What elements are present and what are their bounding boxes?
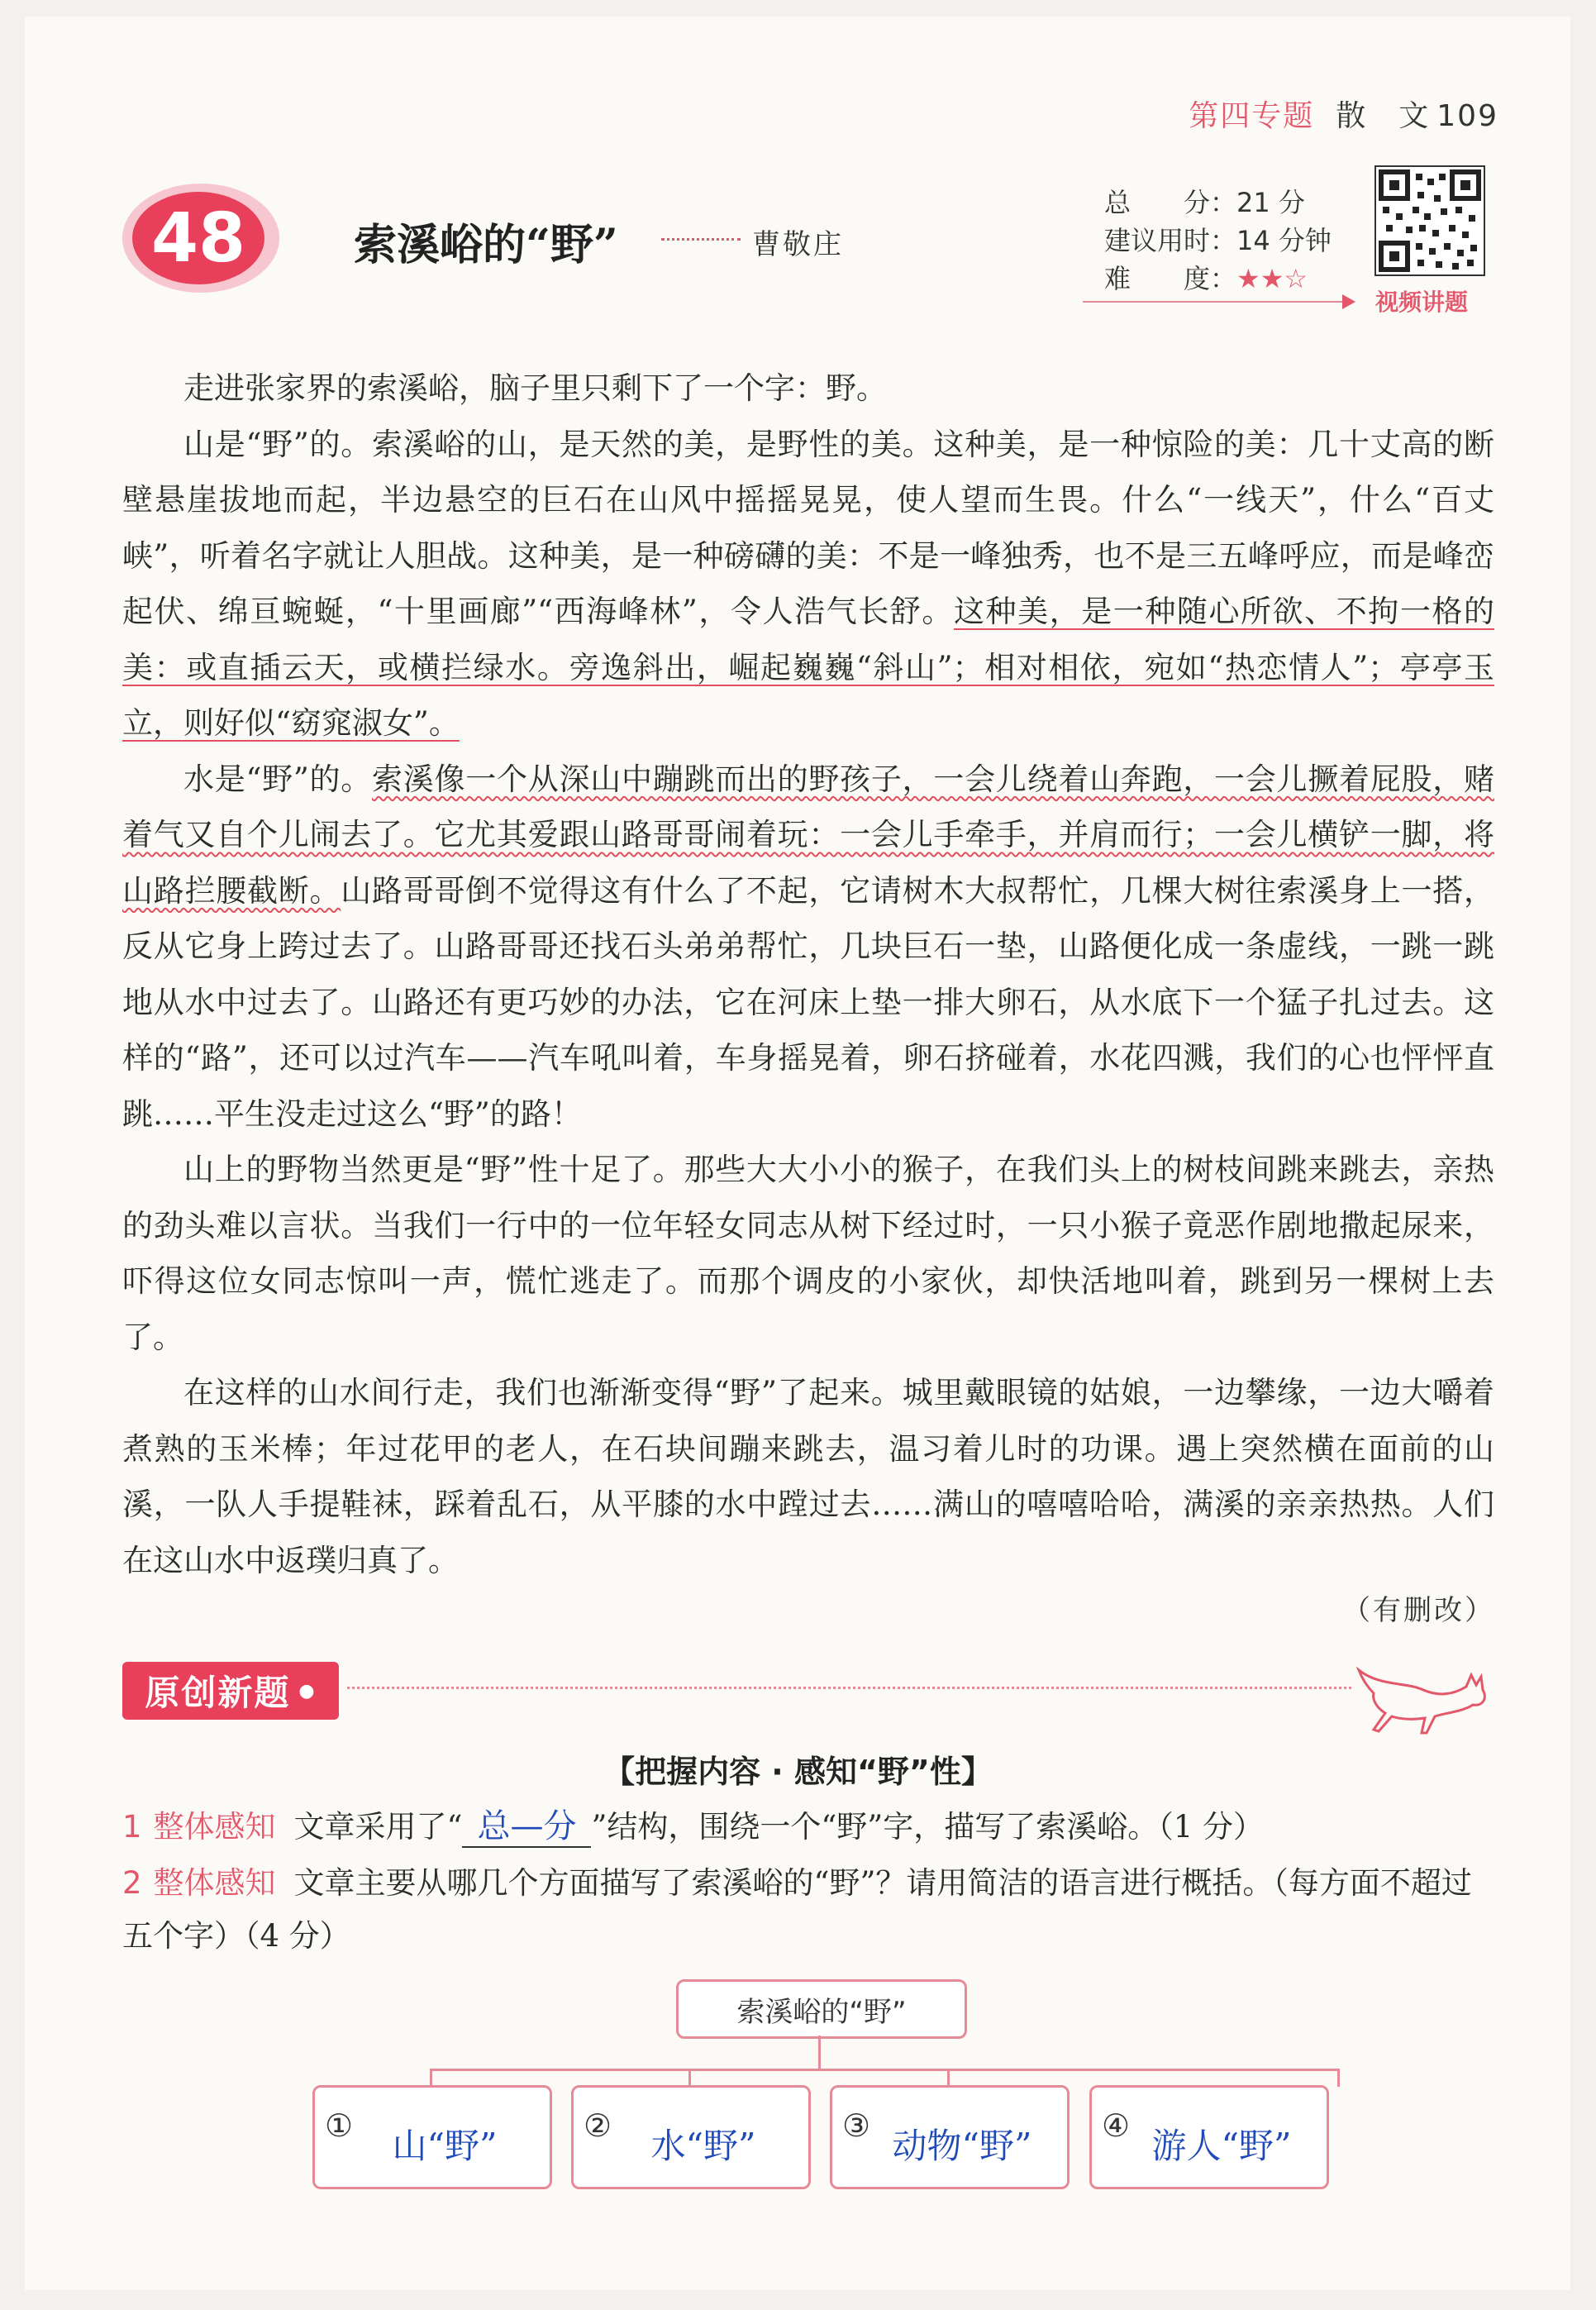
question-tag: 整体感知	[153, 1865, 276, 1901]
leaf-answer: 山“野”	[392, 2126, 498, 2166]
leaf-answer: 水“野”	[650, 2126, 756, 2166]
info-underline	[1083, 301, 1347, 303]
diagram-leaf[interactable]: ④ 游人“野”	[1089, 2085, 1329, 2189]
video-explain-label[interactable]: 视频讲题	[1375, 289, 1469, 316]
paragraph-4: 山上的野物当然更是“野”性十足了。那些大大小小的猴子，在我们头上的树枝间跳来跳去，亲热的劲头难以言状。当我们一行中的一位年轻女同志从树下经过时，一只小猴子竟恶作剧地撒起尿来，吓得这位女同志惊叫一声，慌忙逃走了。而那个调皮的小家伙，却快活地叫着，跳到另一棵树上去了。	[122, 1152, 1494, 1355]
paragraph-2: 山是“野”的。索溪峪的山，是天然的美，是野性的美。这种美，是一种惊险的美：几十丈高的断壁悬崖拔地而起，半边悬空的巨石在山风中摇摇晃晃，使人望而生畏。什么“一线天”，什么“百丈峡”，听着名字就让人胆战。这种美，是一种磅礴的美：不是一峰独秀，也不是三五峰呼应，而是峰峦起伏、绵亘蜿蜒，“十里画廊”“西海峰林”，令人浩气长舒。这种美，是一种随心所欲、不拘一格的美：或直插云天，或横拦绿水。旁逸斜出，崛起巍巍“斜山”；相对相依，宛如“热恋情人”；亭亭玉立，则好似“窈窕淑女”。	[122, 426, 1494, 741]
topic-label: 第四专题	[1189, 99, 1315, 133]
title-dots	[661, 238, 741, 241]
paragraph-1: 走进张家界的索溪峪，脑子里只剩下了一个字：野。	[183, 370, 887, 406]
paragraph-5: 在这样的山水间行走，我们也渐渐变得“野”了起来。城里戴眼镜的姑娘，一边攀缘，一边大嚼着煮熟的玉米棒；年过花甲的老人，在石块间蹦来跳去，温习着儿时的功课。遇上突然横在面前的山溪，一队人手提鞋袜，踩着乱石，从平膝的水中蹚过去……满山的嘻嘻哈哈，满溪的亲亲热热。人们在这山水中返璞归真了。	[122, 1375, 1494, 1578]
page-number: 109	[1436, 99, 1498, 133]
cat-icon	[1355, 1654, 1496, 1736]
wavy-underline-mark: 索溪像一个从深山中蹦跳而出的野孩子，一会儿绕着山奔跑，一会儿撅着屁股，赌着气又自个儿闹去了。它尤其爱跟山路哥哥闹着玩：一会儿手牵手，并肩而行；一会儿横铲一脚，将山路拦腰截断。	[122, 761, 1494, 909]
info-time: 建议用时：14 分钟	[1104, 225, 1332, 256]
answer-blank[interactable]: 总—分	[462, 1806, 591, 1848]
question-tag: 整体感知	[153, 1809, 276, 1845]
section-banner: 原创新题 ●	[122, 1662, 339, 1720]
connector-line	[430, 2069, 432, 2087]
info-difficulty: 难 度：★★☆	[1104, 263, 1308, 294]
section-subtitle: 【把握内容 · 感知“野”性】	[603, 1754, 993, 1790]
connector-line	[947, 2069, 950, 2087]
difficulty-stars: ★★☆	[1236, 263, 1308, 294]
leaf-answer: 动物“野”	[892, 2126, 1032, 2166]
underline-mark: 这种美，是一种随心所欲、不拘一格的美：或直插云天，或横拦绿水。旁逸斜出，崛起巍巍“斜山”；相对相依，宛如“热恋情人”；亭亭玉立，则好似“窈窕淑女”。	[122, 594, 1494, 741]
connector-line	[430, 2069, 1339, 2071]
lesson-title: 索溪峪的“野”	[354, 220, 618, 270]
banner-dotted-line	[347, 1687, 1351, 1689]
lesson-author: 曹敬庄	[752, 228, 844, 261]
article-body	[122, 360, 1494, 1588]
paragraph-3: 水是“野”的。索溪像一个从深山中蹦跳而出的野孩子，一会儿绕着山奔跑，一会儿撅着屁股，赌着气又自个儿闹去了。它尤其爱跟山路哥哥闹着玩：一会儿手牵手，并肩而行；一会儿横铲一脚，将山路拦腰截断。山路哥哥倒不觉得这有什么了不起，它请树木大叔帮忙，几棵大树往索溪身上一搭，反从它身上跨过去了。山路哥哥还找石头弟弟帮忙，几块巨石一垫，山路便化成一条虚线，一跳一跳地从水中过去了。山路还有更巧妙的办法，它在河床上垫一排大卵石，从水底下一个猛子扎过去。这样的“路”，还可以过汽车——汽车吼叫着，车身摇晃着，卵石挤碰着，水花四溅，我们的心也怦怦直跳……平生没走过这么“野”的路！	[122, 761, 1495, 1132]
edited-note: （有删改）	[1342, 1594, 1495, 1627]
qr-code-icon[interactable]	[1374, 165, 1485, 276]
diagram-leaf[interactable]: ② 水“野”	[571, 2085, 811, 2189]
connector-line	[688, 2069, 691, 2087]
leaf-answer: 游人“野”	[1151, 2126, 1292, 2166]
section-label: 散 文	[1336, 99, 1431, 133]
page-header	[1189, 93, 1498, 135]
lesson-info	[1104, 184, 1332, 298]
connector-line	[818, 2036, 821, 2070]
question-1: 1 整体感知 文章采用了“ 总—分 ”结构，围绕一个“野”字，描写了索溪峪。（1 分）	[122, 1801, 1494, 1854]
diagram-leaf[interactable]: ③ 动物“野”	[830, 2085, 1070, 2189]
connector-line	[1337, 2069, 1340, 2087]
info-total: 总 分：21 分	[1104, 187, 1305, 218]
arrow-icon	[1342, 294, 1355, 309]
diagram-root: 索溪峪的“野”	[676, 1979, 967, 2039]
diagram-leaf[interactable]: ① 山“野”	[312, 2085, 552, 2189]
lesson-number: 48	[132, 192, 264, 284]
question-2: 2 整体感知 文章主要从哪几个方面描写了索溪峪的“野”？请用简洁的语言进行概括。（每方面不超过五个字）（4 分）	[122, 1865, 1472, 1954]
